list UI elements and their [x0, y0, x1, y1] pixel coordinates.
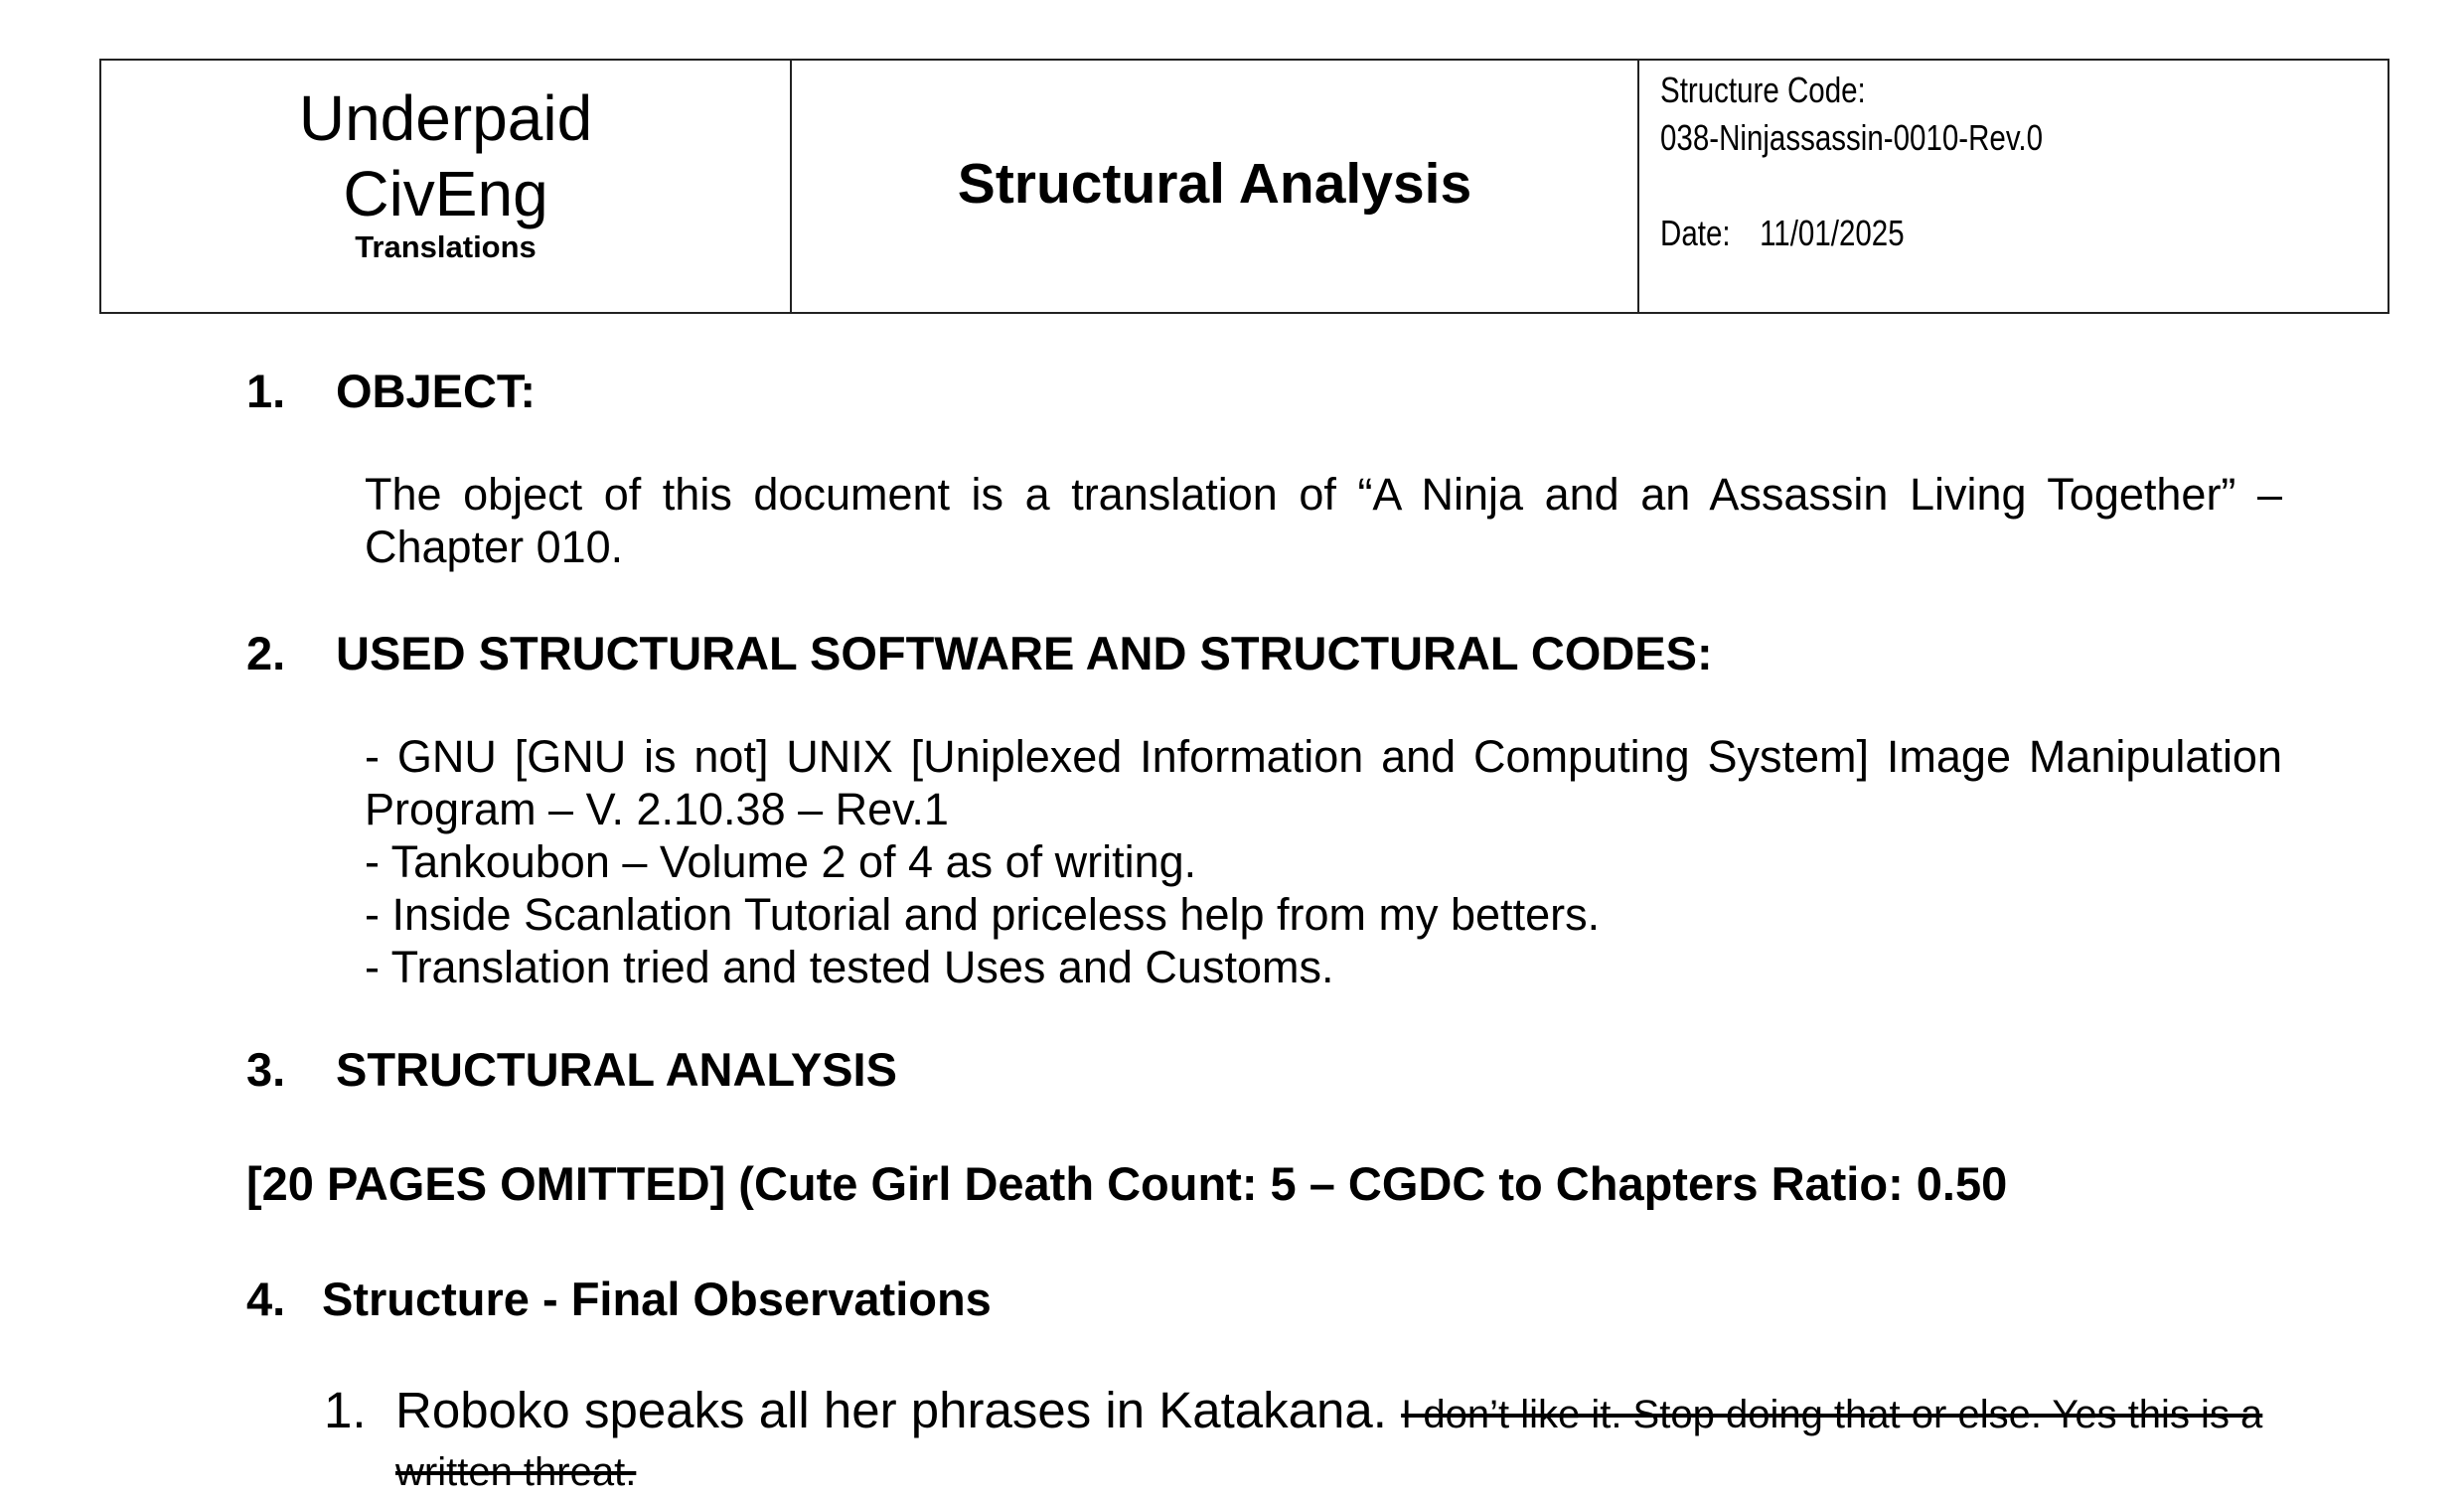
section-2-heading: [246, 626, 1713, 680]
software-item-gimp: - GNU [GNU is not] UNIX [Uniplexed Information and Computing System] Image Manipulation Program – V. 2.10.38 – Rev.1: [365, 731, 2282, 834]
structure-code-value: 038-Ninjassassin-0010-Rev.0: [1660, 117, 2044, 158]
section-3-heading: [246, 1042, 897, 1097]
section-1-title: OBJECT:: [336, 365, 537, 417]
object-paragraph: The object of this document is a translation of “A Ninja and an Assassin Living Together” – Chapter 010.: [365, 469, 2282, 572]
company-logo-cell: [101, 61, 792, 312]
date-row: [1660, 210, 2043, 257]
observation-text: Roboko speaks all her phrases in Katakana.: [395, 1382, 1387, 1438]
section-1-heading: [246, 364, 536, 418]
software-item-customs: - Translation tried and tested Uses and Customs.: [365, 942, 1334, 992]
structure-code-label: Structure Code:: [1660, 70, 1866, 110]
company-subtitle: Translations: [355, 229, 537, 264]
section-3-title: STRUCTURAL ANALYSIS: [336, 1043, 897, 1096]
observation-body: [395, 1384, 2273, 1499]
section-3-number: 3.: [246, 1043, 286, 1096]
section-2-number: 2.: [246, 627, 286, 679]
software-item-tutorial: - Inside Scanlation Tutorial and priceless help from my betters.: [365, 889, 1601, 940]
section-4-heading: [246, 1272, 992, 1326]
title-cell: [792, 61, 1639, 312]
document-header: [99, 59, 2389, 314]
software-list: [365, 730, 2282, 993]
observation-item: [324, 1384, 2291, 1493]
date-label: Date:: [1660, 213, 1731, 253]
document-title: Structural Analysis: [957, 151, 1472, 216]
company-name-line2: CivEng: [343, 158, 548, 229]
observation-struck-text: I don’t like it. Stop doing that or else. Yes this is a written threat.: [395, 1393, 2263, 1494]
code-cell: [1639, 61, 2387, 312]
structure-code-block: [1660, 67, 2043, 257]
date-value: 11/01/2025: [1760, 213, 1905, 253]
section-4-number: 4.: [246, 1273, 286, 1325]
omitted-pages-note: [20 PAGES OMITTED] (Cute Girl Death Count: 5 – CGDC to Chapters Ratio: 0.50: [246, 1157, 2008, 1210]
section-2-title: USED STRUCTURAL SOFTWARE AND STRUCTURAL CODES:: [336, 627, 1713, 679]
software-item-tankoubon: - Tankoubon – Volume 2 of 4 as of writing.: [365, 836, 1197, 887]
section-1-number: 1.: [246, 365, 286, 417]
company-name-line1: Underpaid: [298, 82, 593, 154]
section-4-title: Structure - Final Observations: [322, 1273, 992, 1325]
observation-number: 1.: [324, 1382, 367, 1438]
